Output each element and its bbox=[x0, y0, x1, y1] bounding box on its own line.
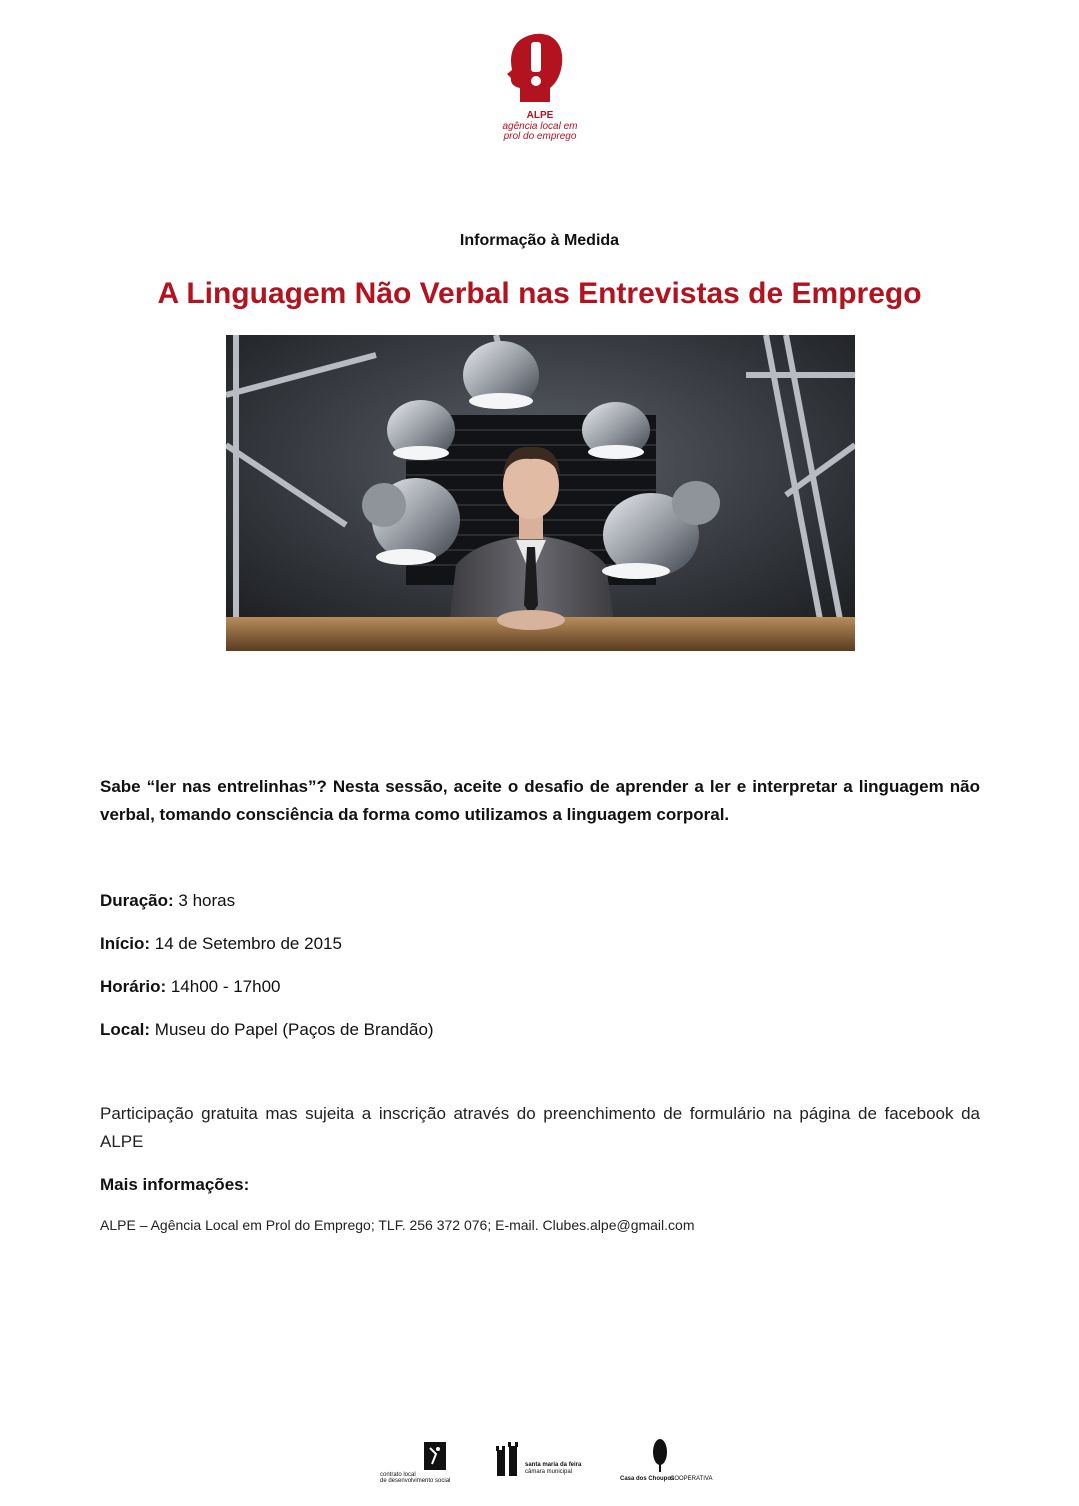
horario-label: Horário: bbox=[100, 977, 167, 996]
detail-horario bbox=[100, 975, 281, 999]
clds-line2: de desenvolvimento social bbox=[380, 1478, 451, 1484]
casa-dos-choupos-logo bbox=[620, 1438, 713, 1486]
choupos-text2: COOPERATIVA bbox=[670, 1476, 713, 1482]
inicio-label: Início: bbox=[100, 934, 151, 953]
participation-paragraph: Participação gratuita mas sujeita a inscrição através do preenchimento de formulário na página de facebook da ALPE bbox=[100, 1104, 980, 1151]
local-label: Local: bbox=[100, 1020, 151, 1039]
logo-brand: ALPE bbox=[526, 110, 554, 121]
more-info-heading: Mais informações: bbox=[100, 1175, 250, 1194]
page-title: A Linguagem Não Verbal nas Entrevistas de Emprego bbox=[157, 277, 922, 310]
clds-line1: contrato local bbox=[380, 1472, 416, 1478]
footer-logos bbox=[380, 1438, 713, 1486]
detail-duracao bbox=[100, 889, 235, 913]
duracao-value: 3 horas bbox=[173, 891, 236, 910]
santa-maria-feira-logo bbox=[495, 1438, 595, 1486]
logo-tagline-line1: agência local em bbox=[502, 121, 578, 132]
detail-local bbox=[100, 1018, 434, 1042]
horario-value: 14h00 - 17h00 bbox=[166, 977, 281, 996]
clds-logo bbox=[380, 1438, 470, 1486]
duracao-label: Duração: bbox=[100, 891, 174, 910]
poplar-tree-icon bbox=[650, 1438, 670, 1474]
logo-tagline-line2: prol do emprego bbox=[503, 131, 577, 142]
inicio-value: 14 de Setembro de 2015 bbox=[150, 934, 342, 953]
detail-inicio bbox=[100, 932, 342, 956]
subtitle: Informação à Medida bbox=[459, 232, 620, 249]
local-value: Museu do Papel (Paços de Brandão) bbox=[150, 1020, 434, 1039]
contact-line: ALPE – Agência Local em Prol do Emprego; TLF. 256 372 076; E-mail. Clubes.alpe@gmail.com bbox=[100, 1217, 695, 1233]
feira-line1: santa maria da feira bbox=[525, 1462, 582, 1468]
head-exclamation-icon bbox=[490, 30, 590, 110]
clds-icon bbox=[422, 1440, 452, 1472]
man-at-desk-under-lamps-photo bbox=[226, 335, 855, 651]
alpe-logo bbox=[490, 30, 590, 140]
feira-line2: câmara municipal bbox=[525, 1469, 573, 1475]
castle-towers-icon bbox=[495, 1442, 525, 1478]
intro-paragraph: Sabe “ler nas entrelinhas”? Nesta sessão, aceite o desafio de aprender a ler e interpretar a linguagem não verbal, tomando consciência da forma como utilizamos a linguagem corporal. bbox=[100, 777, 980, 824]
choupos-text1: Casa dos Choupos bbox=[620, 1476, 675, 1482]
